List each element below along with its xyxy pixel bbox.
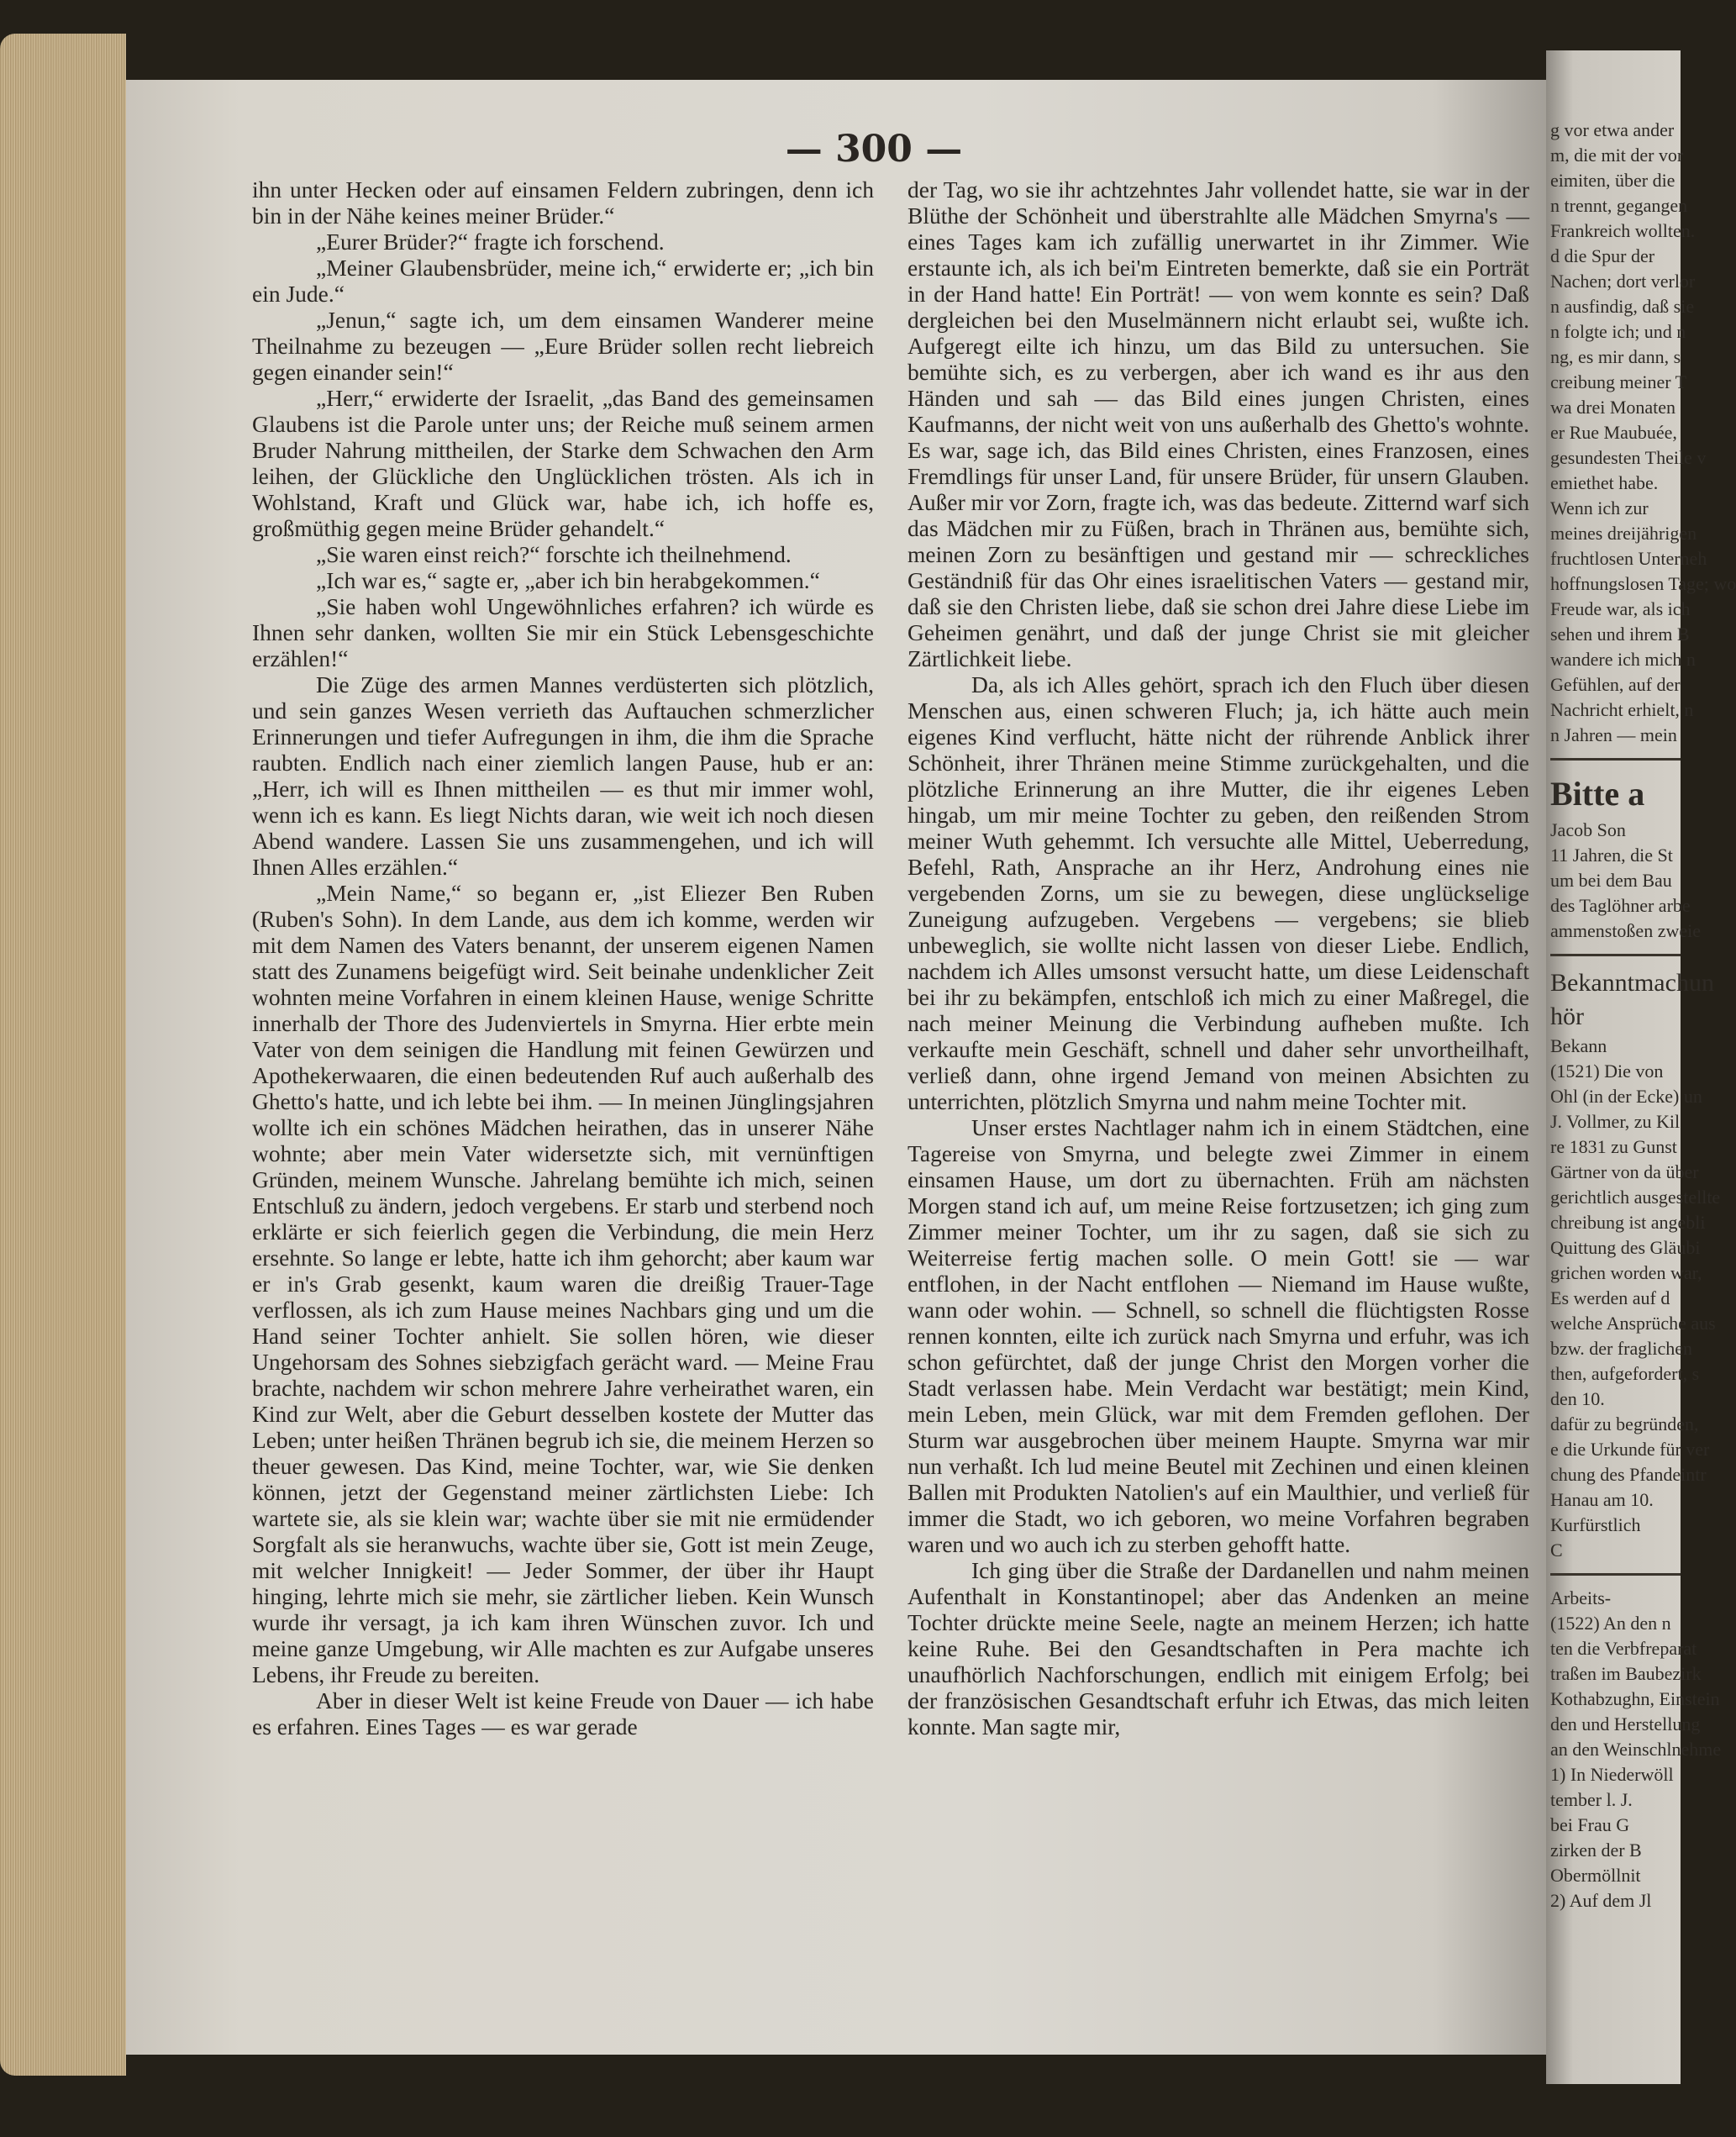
snippet-line: sehen und ihrem B [1550,624,1690,645]
snippet-line: chung des Pfandeintr [1550,1464,1707,1485]
snippet-line: g vor etwa ander [1550,119,1675,140]
bekanntmachung-text [1550,1034,1721,1563]
arbeits-text [1550,1586,1722,1913]
snippet-line: ng, es mir dann, s [1550,346,1681,367]
snippet-line: dafür zu begründen, [1550,1413,1699,1434]
snippet-line: J. Vollmer, zu Kil [1550,1111,1681,1132]
snippet-line: gesundesten Theile v [1550,447,1707,468]
snippet-line: Freude war, als ich [1550,598,1691,619]
snippet-line: eimiten, über die [1550,170,1676,191]
snippet-line: (1522) An den n [1550,1613,1671,1634]
snippet-line: 11 Jahren, die St [1550,845,1673,866]
paragraph: „Mein Name,“ so begann er, „ist Eliezer Ben Ruben (Ruben's Sohn). In dem Lande, aus dem ich komme, werden wir mit dem Namen des Vaters benannt, der unserem eigenen Namen statt des Zunamens beigefügt wird. Seit beinahe undenklicher Zeit wohnten meine Vorfahren in einem kleinen Hause, wenige Schritte innerhalb der Thore des Judenviertels in Smyrna. Hier erbte mein Vater von dem seinigen die Handlung mit feinen Gewürzen und Apothekerwaaren, die einen bedeutenden Ruf auch außerhalb des Ghetto's hatte, und ich lebte bei ihm. — In meinen Jünglingsjahren wollte ich ein schönes Mädchen heirathen, das in unserer Nähe wohnte; aber mein Vater widersetzte sich, mit vernünftigen Gründen, meinem Wunsche. Jahrelang bemühte ich mich, seinen Entschluß zu ändern, jedoch vergebens. Er starb und sterbend noch erklärte er sich feierlich gegen die Verbindung, die mein Herz ersehnte. So lange er lebte, hatte ich ihm gehorcht; aber kaum war er in's Grab gesenkt, kaum waren die dreißig Trauer-Tage verflossen, als ich zum Hause meines Nachbars ging und um die Hand seiner Tochter anhielt. Sie sollen hören, wie dieser Ungehorsam des Sohnes siebzigfach gerächt ward. — Meine Frau brachte, nachdem wir schon mehrere Jahre verheirathet waren, ein Kind zur Welt, aber die Geburt desselben kostete der Mutter das Leben; unter heißen Thränen begrub ich sie, die meinem Herzen so theuer gewesen. Das Kind, meine Tochter, war, wie Sie denken können, jetzt der Gegenstand meiner zärtlichsten Liebe: Ich wartete sie, als sie klein war; wachte über sie mit nie ermüdender Sorgfalt als sie heranwuchs, wachte über sie, Gott ist mein Zeuge, mit welcher Innigkeit! — Jeder Sommer, der über ihr Haupt hinging, lehrte mich sie mehr, sie zärtlicher lieben. Kein Wunsch wurde ihr versagt, ja ich kam ihren Wünschen zuvor. Ich und meine ganze Umgebung, wir Alle machten es zur Aufgabe unseres Lebens, ihr Freude zu bereiten. [252,880,874,1687]
snippet-line: chreibung ist angebli [1550,1212,1706,1233]
bekanntmachung-heading: Bekanntmachun [1550,969,1714,997]
snippet-line: n ausfindig, daß sie [1550,296,1695,317]
snippet-line: zirken der B [1550,1840,1642,1861]
paragraph: Unser erstes Nachtlager nahm ich in einem Städtchen, eine Tagereise von Smyrna, und belegte zwei Zimmer in einem einsamen Hause, um dort zu übernachten. Früh am nächsten Morgen stand ich auf, um meine Reise fortzusetzen; ich ging zum Zimmer meiner Tochter, um ihr zu sagen, daß sie sich zu Weiterreise fertig machen solle. O mein Gott! sie — war entflohen, in der Nacht entflohen — Niemand im Hause wußte, wann oder wohin. — Schnell, so schnell die flüchtigsten Rosse rennen konnten, eilte ich zurück nach Smyrna und erfuhr, was ich schon gefürchtet, daß der junge Christ den Morgen vorher die Stadt verlassen habe. Mein Verdacht war bestätigt; mein Kind, mein Leben, mein Glück, war mit dem Fremden geflohen. Der Sturm war ausgebrochen über meinem Haupte. Smyrna war mir nun verhaßt. Ich lud meine Beutel mit Zechinen und einen kleinen Ballen mit Produkten Natolien's auf ein Maulthier, und verließ für immer die Stadt, wo ich geboren, wo meine Vorfahren begraben waren und wo auch ich zu sterben gehofft hatte. [907,1114,1529,1557]
snippet-line: 2) Auf dem Jl [1550,1890,1652,1911]
snippet-line: den 10. [1550,1388,1605,1409]
paragraph: Die Züge des armen Mannes verdüsterten sich plötzlich, und sein ganzes Wesen verrieth das Auftauchen schmerzlicher Erinnerungen und tiefer Aufregungen in ihm, die ihm die Sprache raubten. Endlich nach einer ziemlich langen Pause, hub er an: „Herr, ich will es Ihnen mittheilen — es thut mir immer wohl, wenn ich es kann. Es liegt Nichts daran, wie weit ich noch diesen Abend wandere. Lassen Sie uns zusammengehen, und ich will Ihnen Alles erzählen.“ [252,671,874,880]
snippet-line: des Taglöhner arbe [1550,895,1691,916]
snippet-line: Wenn ich zur [1550,497,1649,518]
snippet-line: welche Ansprüche aus [1550,1313,1716,1334]
snippet-line: m, die mit der vor [1550,145,1684,166]
snippet-line: 1) In Niederwöll [1550,1764,1674,1785]
snippet-line: Bekann [1550,1035,1607,1056]
bitte-text [1550,818,1701,944]
paragraph: „Jenun,“ sagte ich, um dem einsamen Wanderer meine Theilnahme zu bezeugen — „Eure Brüder sollen recht liebreich gegen einander sein!“ [252,307,874,385]
bekanntmachung-subheading: hör [1550,1003,1584,1030]
divider-rule [1550,954,1681,956]
snippet-line: bei Frau G [1550,1814,1630,1835]
snippet-line: Ohl (in der Ecke) un [1550,1086,1702,1107]
snippet-line: ten die Verbfreparat [1550,1638,1697,1659]
snippet-line: meines dreijährigen [1550,523,1697,544]
divider-rule [1550,758,1681,761]
bitte-heading: Bitte a [1550,775,1645,813]
snippet-line: Hanau am 10. [1550,1489,1654,1510]
snippet-line: ammenstoßen zweie [1550,920,1701,941]
snippet-line: C [1550,1540,1563,1561]
snippet-line: Frankreich wollten. [1550,220,1696,241]
snippet-line: then, aufgefordert, s [1550,1363,1700,1384]
adjacent-page-top-text [1550,118,1736,748]
paragraph: Aber in dieser Welt ist keine Freude von Dauer — ich habe es erfahren. Eines Tages — es war gerade [252,1687,874,1740]
paragraph: Ich ging über die Straße der Dardanellen und nahm meinen Aufenthalt in Konstantinopel; aber das Andenken an meine Tochter drückte meine Seele, nagte an meinem Herzen; ich hatte keine Ruhe. Bei den Gesandtschaften in Pera machte ich unaufhörlich Nachforschungen, endlich mit einigem Erfolg; bei der französischen Gesandtschaft erfuhr ich Etwas, das mich leiten konnte. Man sagte mir, [907,1557,1529,1740]
snippet-line: Jacob Son [1550,819,1626,840]
snippet-line: Quittung des Gläubi [1550,1237,1701,1258]
snippet-line: Nachricht erhielt, n [1550,699,1694,720]
snippet-line: Kothabzughn, Einstein [1550,1688,1720,1709]
paragraph: Da, als ich Alles gehört, sprach ich den Fluch über diesen Menschen aus, einen schweren Fluch; ja, ich hätte auch mein eigenes Kind verflucht, hätte nicht der rührende Anblick ihrer Schönheit, ihrer Thränen meine Stimme zurückgehalten, und die plötzliche Erinnerung an ihre Mutter, die ihr eigenes Leben hingab, um mir meine Tochter zu geben, den reißenden Strom meiner Wuth gehemmt. Ich versuchte alle Mittel, Ueberredung, Befehl, Rath, Ansprache an ihr Herz, Androhung eines nie vergebenden Zorns, um sie zu bewegen, diese unglückselige Zuneigung aufzugeben. Vergebens — vergebens; sie blieb unbeweglich, sie wollte nicht lassen von dieser Liebe. Endlich, nachdem ich Alles umsonst versucht hatte, um diese Leidenschaft bei ihr zu bekämpfen, entschloß ich mich zu einer Maßregel, die nach meiner Meinung die Verbindung aufheben mußte. Ich verkaufte mein Geschäft, schnell und daher sehr unvortheilhaft, verließ dann, ohne irgend Jemand von meinen Absichten zu unterrichten, plötzlich Smyrna und nahm meine Tochter mit. [907,671,1529,1114]
snippet-line: er Rue Maubuée, [1550,422,1677,443]
paragraph: „Sie waren einst reich?“ forschte ich theilnehmend. [316,541,792,567]
snippet-line: creibung meiner T [1550,371,1687,392]
book-page-edges [0,34,126,2076]
adjacent-page-strip [1550,118,1736,2008]
snippet-line: Nachen; dort verlor [1550,271,1696,292]
snippet-line: tember l. J. [1550,1789,1633,1810]
snippet-line: an den Weinschlnehme [1550,1739,1722,1760]
snippet-line: wa drei Monaten [1550,397,1676,418]
snippet-line: (1521) Die von [1550,1061,1664,1082]
left-text-column [252,176,874,1740]
paragraph: „Meiner Glaubensbrüder, meine ich,“ erwiderte er; „ich bin ein Jude.“ [252,255,874,307]
snippet-line: n trennt, gegangen [1550,195,1688,216]
snippet-line: Gärtner von da über [1550,1161,1699,1182]
page-number: — 300 — [785,128,963,171]
paragraph: „Sie haben wohl Ungewöhnliches erfahren? ich würde es Ihnen sehr danken, wollten Sie mir ein Stück Lebensgeschichte erzählen!“ [252,593,874,671]
snippet-line: bzw. der fraglichen [1550,1338,1692,1359]
paragraph: „Ich war es,“ sagte er, „aber ich bin herabgekommen.“ [316,567,820,593]
snippet-line: emiethet habe. [1550,472,1659,493]
snippet-line: n Jahren — mein [1550,724,1677,745]
snippet-line: re 1831 zu Gunst [1550,1136,1677,1157]
snippet-line: d die Spur der [1550,245,1655,266]
snippet-line: hoffnungslosen Tage; wo [1550,573,1736,594]
right-text-column [907,176,1529,1740]
snippet-line: Kurfürstlich [1550,1514,1641,1535]
snippet-line: Gefühlen, auf der [1550,674,1681,695]
snippet-line: n folgte ich; und n [1550,321,1686,342]
paragraph: der Tag, wo sie ihr achtzehntes Jahr vollendet hatte, sie war in der Blüthe der Schönheit und überstrahlte alle Mädchen Smyrna's — eines Tages kam ich zufällig unerwartet in ihr Zimmer. Wie erstaunte ich, als ich bei'm Eintreten bemerkte, daß sie ein Porträt in der Hand hatte! Ein Porträt! — von wem konnte es sein? Daß dergleichen bei den Muselmännern nicht erlaubt sei, wußte ich. Aufgeregt eilte ich hinzu, um das Bild zu untersuchen. Sie bemühte sich, es zu verbergen, aber ich wand es ihr aus den Händen und sah — das Bild eines jungen Christen, eines Kaufmanns, der nicht weit von uns außerhalb des Ghetto's wohnte. Es war, sage ich, das Bild eines Christen, eines Franzosen, eines Fremdlings für unser Land, für unsere Brüder, für unsern Glauben. Außer mir vor Zorn, fragte ich, was das bedeute. Zitternd warf sich das Mädchen mir zu Füßen, brach in Thränen aus, bemühte sich, meinen Zorn zu besänftigen und gestand mir — schreckliches Geständniß für das Ohr eines israelitischen Vaters — gestand mir, daß sie den Christen liebe, daß sie schon drei Jahre diese Liebe im Geheimen genährt, und daß der junge Christ sie mit gleicher Zärtlichkeit liebe. [907,176,1529,671]
snippet-line: e die Urkunde für ver [1550,1439,1710,1460]
snippet-line: fruchtlosen Unterneh [1550,548,1707,569]
paragraph: „Eurer Brüder?“ fragte ich forschend. [316,229,665,255]
snippet-line: grichen worden war, [1550,1262,1702,1283]
snippet-line: wandere ich mich n [1550,649,1696,670]
snippet-line: Arbeits- [1550,1587,1612,1608]
paragraph: ihn unter Hecken oder auf einsamen Feldern zubringen, denn ich bin in der Nähe keines meiner Brüder.“ [252,176,874,229]
divider-rule [1550,1573,1681,1576]
snippet-line: traßen im Baubezirk [1550,1663,1702,1684]
snippet-line: gerichtlich ausgestellte [1550,1187,1721,1208]
snippet-line: den und Herstellung [1550,1713,1701,1734]
snippet-line: um bei dem Bau [1550,870,1672,891]
snippet-line: Obermöllnit [1550,1865,1641,1886]
snippet-line: Es werden auf d [1550,1287,1670,1308]
paragraph: „Herr,“ erwiderte der Israelit, „das Band des gemeinsamen Glaubens ist die Parole unter uns; der Reiche muß seinem armen Bruder Nahrung mittheilen, der Starke dem Schwachen den Arm leihen, der Glückliche den Unglücklichen trösten. Als ich in Wohlstand, Kraft und Glück war, habe ich, ich hoffe es, großmüthig gegen meine Brüder gehandelt.“ [252,385,874,541]
